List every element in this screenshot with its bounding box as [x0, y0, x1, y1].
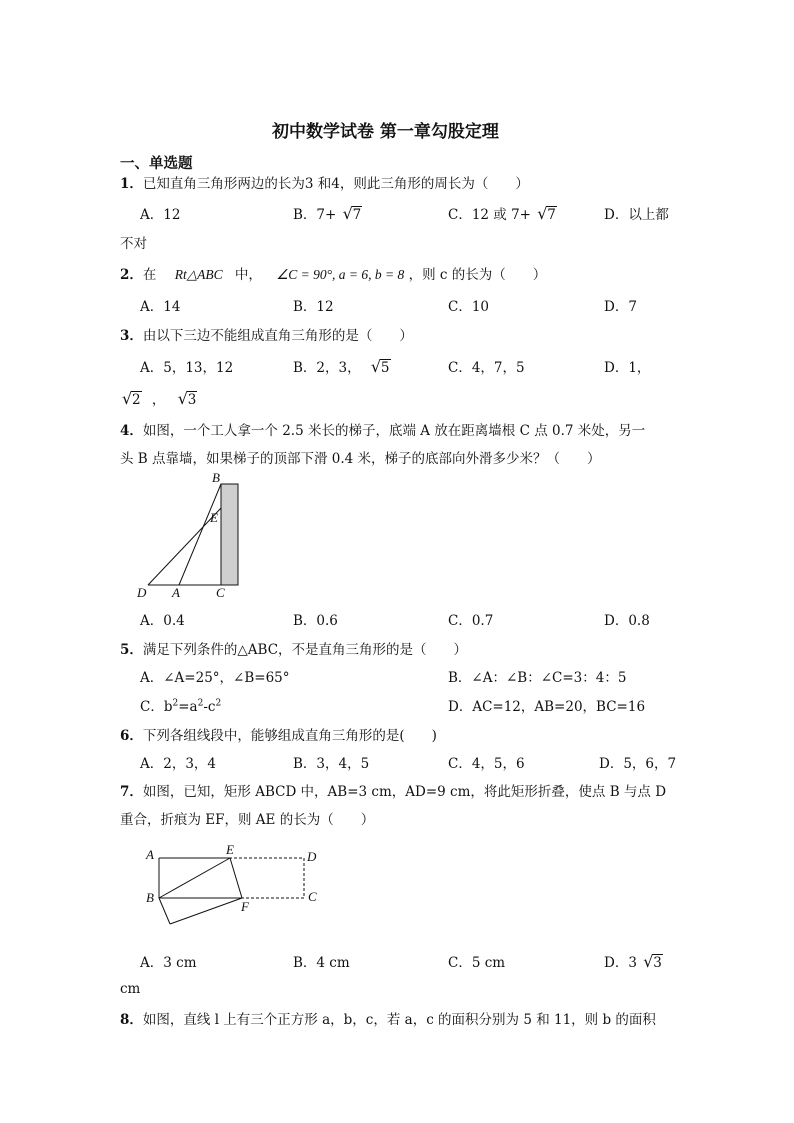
label-e: E	[226, 842, 234, 857]
option-text: =a	[178, 699, 198, 715]
sqrt-icon: √ 3	[177, 389, 197, 408]
q2-option-c: C．10	[448, 299, 490, 315]
question-number: 2．	[120, 267, 143, 283]
q2-option-a: A．14	[140, 299, 181, 315]
option-text: B．7+	[293, 207, 337, 223]
question-1-stem	[120, 172, 529, 192]
question-text: 如图，已知，矩形 ABCD 中，AB=3 cm，AD=9 cm，将此矩形折叠，使点 B 与点 D	[142, 784, 667, 800]
exponent: 2	[172, 698, 179, 709]
question-7-stem	[120, 780, 666, 800]
question-number: 1．	[120, 176, 143, 192]
sqrt-icon: √ 7	[342, 204, 362, 223]
option-text: -c	[203, 699, 216, 715]
question-2-stem	[120, 263, 546, 283]
label-c: C	[308, 889, 317, 904]
q7-option-b: B．4 cm	[293, 955, 350, 971]
q2-option-d: D．7	[604, 299, 637, 315]
page-title: 初中数学试卷 第一章勾股定理	[272, 122, 499, 142]
question-number: 8．	[120, 1012, 143, 1028]
q3-option-b	[293, 356, 391, 376]
exponent: 2	[197, 698, 204, 709]
question-text: 在	[142, 267, 157, 283]
question-text: 如图，直线 l 上有三个正方形 a，b，c，若 a，c 的面积分别为 5 和 11，则 b 的面积	[142, 1012, 656, 1028]
question-text: 已知直角三角形两边的长为3 和4，则此三角形的周长为（ ）	[142, 176, 529, 192]
q5-option-a: A．∠A=25°，∠B=65°	[140, 670, 290, 686]
q3-option-a: A．5，13，12	[140, 360, 234, 376]
sqrt-icon: √ 2	[122, 389, 141, 408]
question-4-stem-line2: 头 B 点靠墙，如果梯子的顶部下滑 0.4 米，梯子的底部向外滑多少米？（ ）	[120, 451, 601, 467]
question-8-stem	[120, 1008, 656, 1028]
label-d: D	[307, 849, 317, 864]
label-d: D	[137, 585, 147, 600]
q3-option-d-continued	[120, 388, 197, 408]
segment-folded-1	[159, 898, 170, 924]
q7-option-c: C．5 cm	[448, 955, 506, 971]
q7-option-d	[604, 951, 663, 971]
ladder-figure	[130, 470, 260, 605]
ladder-original-line	[179, 484, 221, 585]
q5-option-c	[140, 695, 221, 715]
label-b: B	[212, 470, 220, 485]
separator: ，	[151, 392, 166, 408]
q4-option-c: C．0.7	[448, 613, 494, 629]
question-number: 4．	[120, 423, 143, 439]
label-a: A	[172, 585, 180, 600]
label-b: B	[146, 890, 154, 905]
q6-option-a: A．2，3，4	[140, 756, 217, 772]
question-text: 中，	[234, 267, 262, 283]
question-4-stem	[120, 419, 645, 439]
radicand: 7	[352, 207, 362, 223]
label-c: C	[216, 585, 225, 600]
segment-ef	[230, 858, 242, 898]
sqrt-icon: √ 5	[370, 357, 390, 376]
question-3-stem	[120, 324, 413, 344]
q3-option-d: D．1，	[604, 360, 651, 376]
segment-folded-2	[170, 898, 242, 924]
q4-option-b: B．0.6	[293, 613, 338, 629]
option-text: D．3	[604, 955, 637, 971]
q4-option-a: A．0.4	[140, 613, 185, 629]
radicand: 5	[380, 360, 390, 376]
q5-option-b: B．∠A：∠B：∠C=3：4：5	[448, 670, 627, 686]
q1-option-d: D．以上都	[604, 207, 669, 223]
question-number: 5．	[120, 642, 143, 658]
question-text: 由以下三边不能组成直角三角形的是（ ）	[142, 328, 413, 344]
q6-option-c: C．4，5，6	[448, 756, 525, 772]
radicand: 7	[547, 207, 556, 223]
q5-option-d: D．AC=12，AB=20，BC=16	[448, 699, 646, 715]
question-text: 下列各组线段中，能够组成直角三角形的是( )	[142, 728, 437, 744]
q3-option-c: C．4，7，5	[448, 360, 525, 376]
math-rt-triangle: Rt△ABC	[174, 267, 223, 282]
question-5-stem	[120, 638, 467, 658]
q1-option-c	[448, 203, 557, 223]
question-number: 6．	[120, 728, 143, 744]
radicand: 3	[653, 955, 662, 971]
q6-option-b: B．3，4，5	[293, 756, 370, 772]
option-text: C．12 或 7+	[448, 207, 531, 223]
sqrt-icon: √ 7	[537, 204, 556, 223]
option-text: C．b	[140, 699, 173, 715]
label-f: F	[241, 899, 249, 914]
fold-rectangle-figure	[140, 840, 330, 930]
exponent: 2	[215, 698, 222, 709]
question-text: 如图，一个工人拿一个 2.5 米长的梯子，底端 A 放在距离墙根 C 点 0.7 米处，另一	[142, 423, 646, 439]
question-6-stem	[120, 724, 437, 744]
question-number: 3．	[120, 328, 143, 344]
q6-option-d: D．5，6，7	[599, 756, 677, 772]
wall-rect	[221, 484, 238, 585]
q2-option-b: B．12	[293, 299, 334, 315]
question-text: 满足下列条件的△ABC，不是直角三角形的是（ ）	[142, 642, 468, 658]
segment-be	[159, 858, 230, 898]
q7-option-d-continued: cm	[120, 981, 141, 997]
q4-option-d: D．0.8	[604, 613, 650, 629]
radicand: 3	[187, 392, 197, 408]
radicand: 2	[132, 392, 141, 408]
sqrt-icon: √ 3	[643, 952, 662, 971]
question-text: ，则 c 的长为（ ）	[408, 267, 547, 283]
q1-option-d-continued: 不对	[120, 236, 147, 252]
q1-option-a: A．12	[140, 207, 181, 223]
q7-option-a: A．3 cm	[140, 955, 197, 971]
question-number: 7．	[120, 784, 143, 800]
label-e: E	[210, 510, 218, 525]
section-heading: 一、单选题	[120, 156, 193, 172]
option-text: B．2，3，	[293, 360, 361, 376]
q1-option-b	[293, 203, 362, 223]
label-a: A	[146, 847, 154, 862]
math-condition: ∠C = 90°, a = 6, b = 8	[276, 267, 405, 282]
question-7-stem-line2: 重合，折痕为 EF，则 AE 的长为（ ）	[120, 812, 375, 828]
